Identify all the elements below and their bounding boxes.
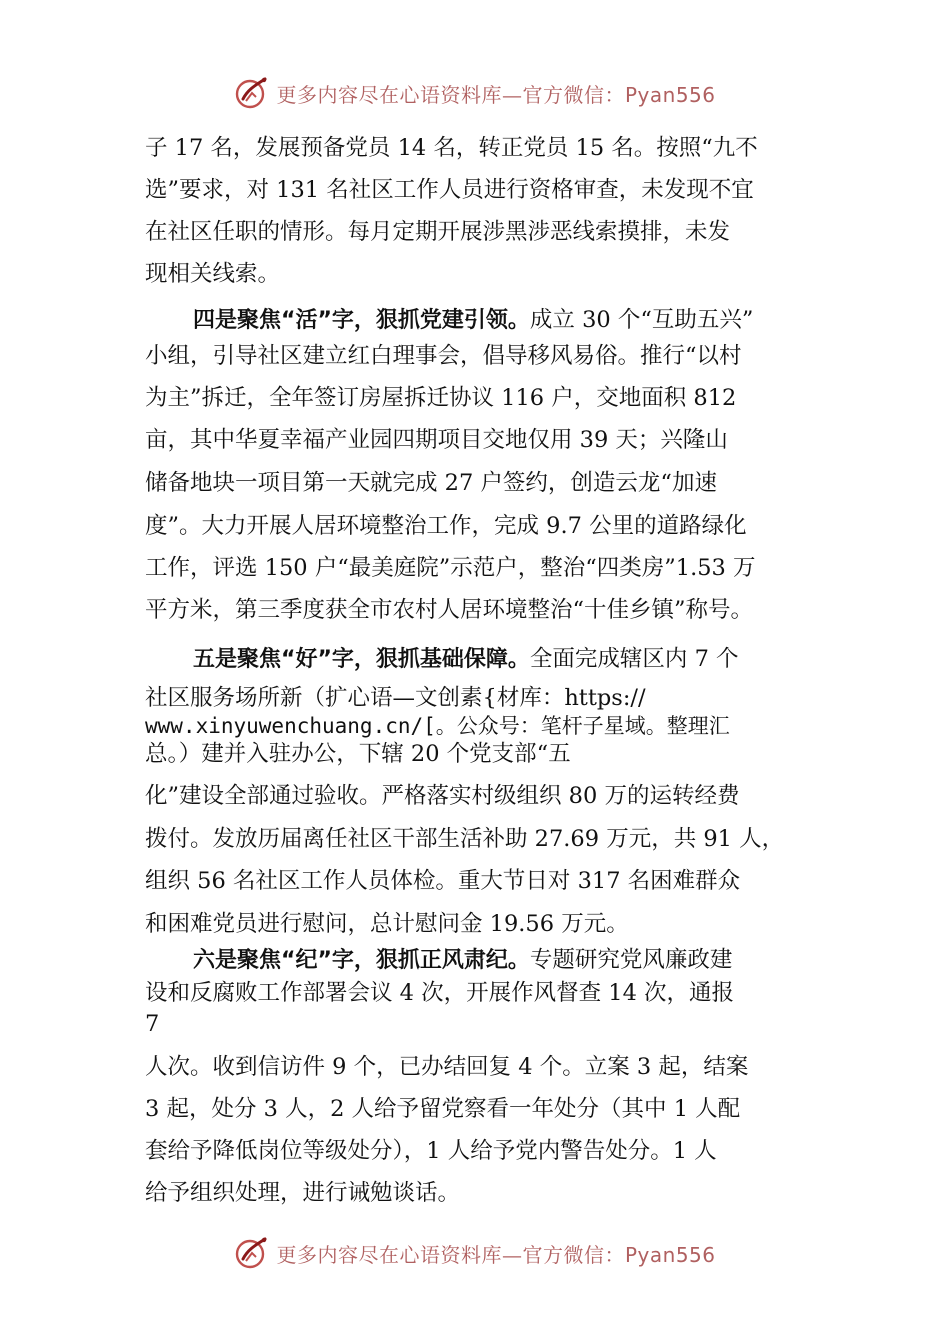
- brand-logo-icon: [234, 1235, 270, 1271]
- body-line: 现相关线索。: [145, 261, 281, 287]
- body-line: 人次。收到信访件 9 个，已办结回复 4 个。立案 3 起，结案: [145, 1054, 749, 1080]
- header-watermark-text: 更多内容尽在心语资料库—官方微信：Pyan556: [276, 82, 716, 107]
- body-text: 全面完成辖区内 7 个: [529, 646, 739, 672]
- body-line: 组织 56 名社区工作人员体检。重大节日对 317 名困难群众: [145, 868, 741, 894]
- body-line: 子 17 名，发展预备党员 14 名，转正党员 15 名。按照“九不: [145, 135, 758, 161]
- footer-wechat-id: Pyan556: [624, 1242, 716, 1267]
- brand-logo-icon: [234, 75, 270, 111]
- body-line: 工作，评选 150 户“最美庭院”示范户，整治“四类房”1.53 万: [145, 555, 756, 581]
- section-heading: 六是聚焦“纪”字，狠抓正风肃纪。: [193, 948, 530, 973]
- body-line: 储备地块一项目第一天就完成 27 户签约，创造云龙“加速: [145, 470, 717, 496]
- body-line: 总。）建并入驻办公，下辖 20 个党支部“五: [145, 741, 571, 767]
- section-heading: 四是聚焦“活”字，狠抓党建引领。: [193, 308, 530, 333]
- body-line: 7: [145, 1011, 160, 1037]
- paragraph-heading-line: [193, 305, 883, 336]
- body-line: 在社区任职的情形。每月定期开展涉黑涉恶线索摸排，未发: [145, 219, 731, 245]
- body-line: 3 起，处分 3 人，2 人给予留党察看一年处分（其中 1 人配: [145, 1096, 741, 1122]
- body-line: 和困难党员进行慰问，总计慰问金 19.56 万元。: [145, 911, 629, 937]
- header-wechat-id: Pyan556: [624, 82, 716, 107]
- body-line: 度”。大力开展人居环境整治工作，完成 9.7 公里的道路绿化: [145, 513, 747, 539]
- body-line: 小组，引导社区建立红白理事会，倡导移风易俗。推行“以村: [145, 343, 742, 369]
- body-line: 化”建设全部通过验收。严格落实村级组织 80 万的运转经费: [145, 783, 740, 809]
- paragraph-heading-line: [193, 945, 883, 976]
- header-watermark: [0, 73, 950, 113]
- body-line: 套给予降低岗位等级处分），1 人给予党内警告处分。1 人: [145, 1138, 717, 1164]
- body-line: www.xinyuwenchuang.cn/[。公众号：笔杆子星域。整理汇: [145, 714, 730, 738]
- body-line: 拨付。发放历届离任社区干部生活补助 27.69 万元，共 91 人，: [145, 826, 785, 852]
- body-line: 选”要求，对 131 名社区工作人员进行资格审查，未发现不宜: [145, 177, 754, 203]
- section-heading: 五是聚焦“好”字，狠抓基础保障。: [193, 647, 530, 672]
- paragraph-heading-line: [193, 644, 883, 675]
- body-line: 设和反腐败工作部署会议 4 次，开展作风督查 14 次，通报: [145, 980, 735, 1006]
- body-text: 专题研究党风廉政建: [529, 947, 733, 973]
- body-line: 社区服务场所新（扩心语—文创素{材库：https://: [145, 685, 646, 711]
- body-line: 平方米，第三季度获全市农村人居环境整治“十佳乡镇”称号。: [145, 597, 754, 623]
- footer-watermark-text: 更多内容尽在心语资料库—官方微信：Pyan556: [276, 1242, 716, 1267]
- body-line: 为主”拆迁，全年签订房屋拆迁协议 116 户，交地面积 812: [145, 385, 737, 411]
- footer-watermark: [0, 1233, 950, 1273]
- body-line: 给予组织处理，进行诫勉谈话。: [145, 1180, 461, 1206]
- body-line: 亩，其中华夏幸福产业园四期项目交地仅用 39 天；兴隆山: [145, 427, 728, 453]
- body-text: 成立 30 个“互助五兴”: [529, 307, 754, 333]
